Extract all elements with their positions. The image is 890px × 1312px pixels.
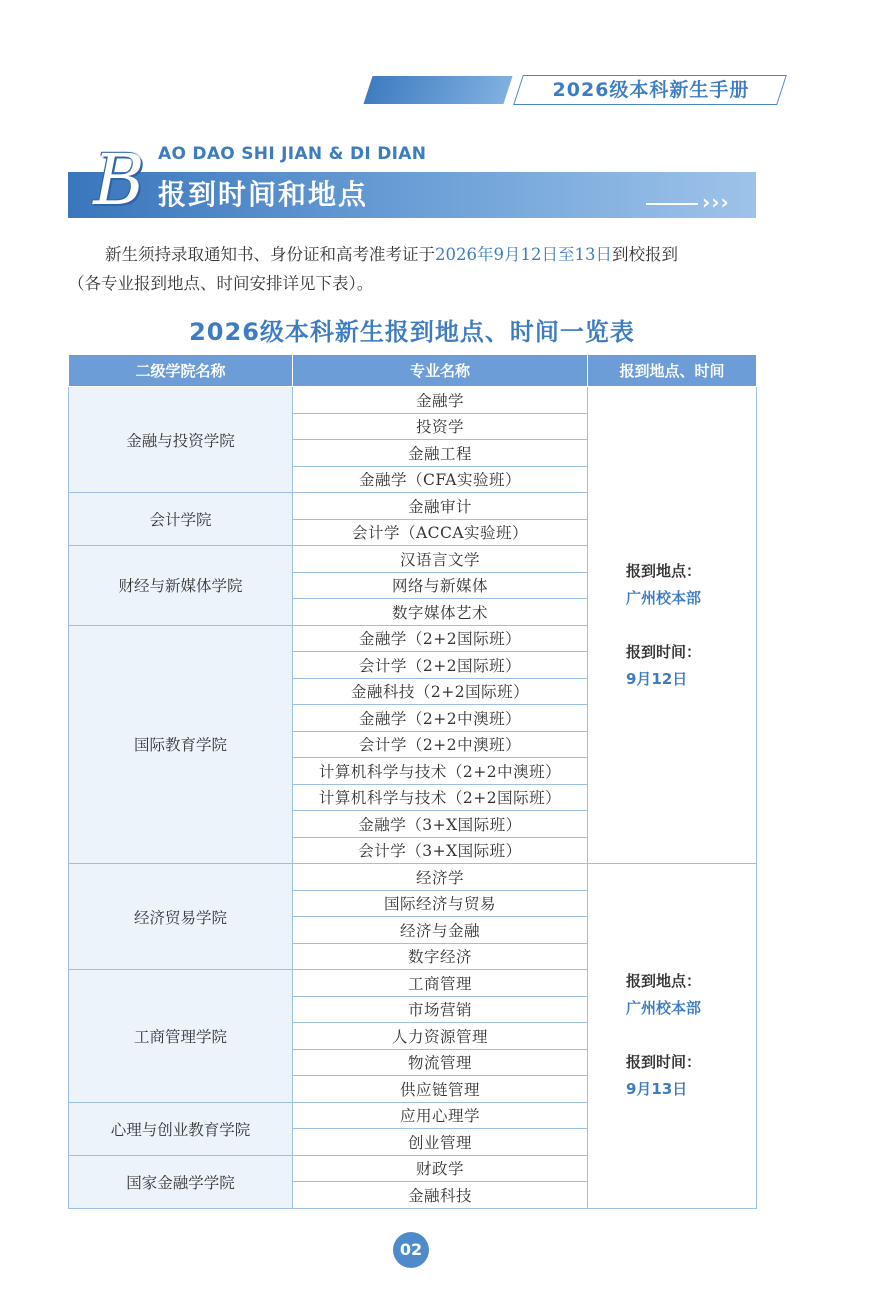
major-name-cell: 网络与新媒体: [293, 572, 588, 599]
major-name-cell: 金融学（2+2中澳班）: [293, 705, 588, 732]
table-title: 2026级本科新生报到地点、时间一览表: [189, 318, 635, 346]
place-time-cell: [588, 864, 757, 1209]
college-name-cell: 经济贸易学院: [69, 864, 293, 970]
major-name-cell: 金融工程: [293, 440, 588, 467]
banner-line-decoration: [646, 203, 698, 205]
section-letter-icon: B: [93, 139, 145, 221]
major-name-cell: 会计学（2+2国际班）: [293, 652, 588, 679]
header-place-time: 报到地点、时间: [588, 355, 757, 387]
table-body: [69, 387, 757, 1209]
intro-text-3: （各专业报到地点、时间安排详见下表）。: [68, 274, 374, 293]
major-name-cell: 会计学（3+X国际班）: [293, 837, 588, 864]
intro-text-1: 新生须持录取通知书、身份证和高考准考证于: [105, 245, 435, 264]
major-name-cell: 财政学: [293, 1155, 588, 1182]
major-name-cell: 计算机科学与技术（2+2中澳班）: [293, 758, 588, 785]
intro-date-highlight: 2026年9月12日至13日: [435, 245, 612, 264]
handbook-title: 2026级本科新生手册: [552, 79, 750, 101]
college-name-cell: 心理与创业教育学院: [69, 1102, 293, 1155]
major-name-cell: 金融审计: [293, 493, 588, 520]
header-major: 专业名称: [293, 355, 588, 387]
major-name-cell: 市场营销: [293, 996, 588, 1023]
page-number: 02: [393, 1232, 429, 1268]
intro-text-2: 到校报到: [611, 245, 678, 264]
major-name-cell: 应用心理学: [293, 1102, 588, 1129]
major-name-cell: 计算机科学与技术（2+2国际班）: [293, 784, 588, 811]
place-value: 广州校本部: [626, 999, 702, 1018]
time-value: 9月12日: [626, 669, 688, 688]
major-name-cell: 金融学（2+2国际班）: [293, 625, 588, 652]
section-pinyin-subtitle: AO DAO SHI JIAN & DI DIAN: [158, 144, 427, 164]
spacer: [626, 612, 756, 639]
major-name-cell: 会计学（ACCA实验班）: [293, 519, 588, 546]
major-name-cell: 投资学: [293, 413, 588, 440]
registration-table: [68, 354, 757, 1209]
college-name-cell: 会计学院: [69, 493, 293, 546]
time-value: 9月13日: [626, 1080, 688, 1099]
college-name-cell: 国家金融学学院: [69, 1155, 293, 1208]
header-accent-bar: [363, 76, 512, 104]
place-value: 广州校本部: [626, 588, 702, 607]
major-name-cell: 金融学（3+X国际班）: [293, 811, 588, 838]
table-row: [69, 864, 757, 891]
major-name-cell: 金融学: [293, 387, 588, 414]
college-name-cell: 财经与新媒体学院: [69, 546, 293, 626]
major-name-cell: 国际经济与贸易: [293, 890, 588, 917]
major-name-cell: 会计学（2+2中澳班）: [293, 731, 588, 758]
place-label: 报到地点：: [626, 561, 702, 580]
major-name-cell: 金融学（CFA实验班）: [293, 466, 588, 493]
major-name-cell: 汉语言文学: [293, 546, 588, 573]
table-row: [69, 387, 757, 414]
time-label: 报到时间：: [626, 1053, 702, 1072]
banner-arrows-icon: ›››: [702, 190, 730, 214]
college-name-cell: 工商管理学院: [69, 970, 293, 1103]
major-name-cell: 经济与金融: [293, 917, 588, 944]
time-label: 报到时间：: [626, 642, 702, 661]
spacer: [626, 1022, 756, 1049]
major-name-cell: 人力资源管理: [293, 1023, 588, 1050]
major-name-cell: 金融科技: [293, 1182, 588, 1209]
major-name-cell: 数字媒体艺术: [293, 599, 588, 626]
college-name-cell: 金融与投资学院: [69, 387, 293, 493]
place-time-cell: [588, 387, 757, 864]
major-name-cell: 数字经济: [293, 943, 588, 970]
major-name-cell: 物流管理: [293, 1049, 588, 1076]
major-name-cell: 供应链管理: [293, 1076, 588, 1103]
section-title: 报到时间和地点: [158, 178, 369, 211]
major-name-cell: 金融科技（2+2国际班）: [293, 678, 588, 705]
table-header-row: [69, 355, 757, 387]
place-label: 报到地点：: [626, 972, 702, 991]
intro-paragraph: [68, 240, 758, 298]
major-name-cell: 创业管理: [293, 1129, 588, 1156]
college-name-cell: 国际教育学院: [69, 625, 293, 864]
major-name-cell: 工商管理: [293, 970, 588, 997]
header-college: 二级学院名称: [69, 355, 293, 387]
major-name-cell: 经济学: [293, 864, 588, 891]
